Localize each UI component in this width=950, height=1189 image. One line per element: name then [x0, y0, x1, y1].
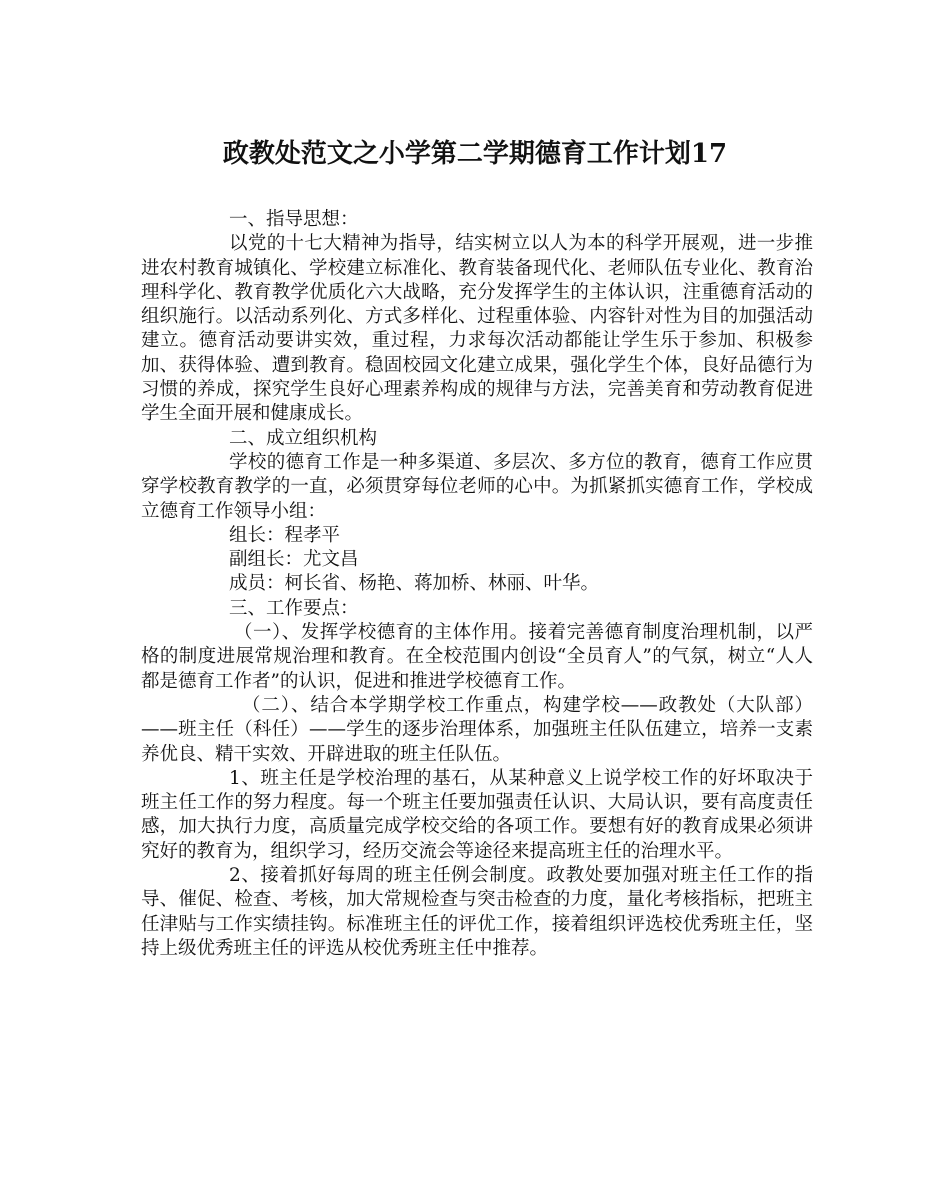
section-heading-work-points: 三、工作要点：: [229, 597, 359, 619]
section-heading-guiding-ideology: 一、指导思想：: [229, 209, 359, 230]
document-body: [141, 208, 813, 961]
section-heading-organization: 二、成立组织机构: [229, 427, 378, 449]
leader-line: 组长：程孝平: [229, 524, 341, 546]
document-title: 政教处范文之小学第二学期德育工作计划17: [222, 139, 728, 169]
members-line: 成员：柯长省、杨艳、蒋加桥、林丽、叶华。: [229, 573, 600, 595]
sub-point-2: 2、接着抓好每周的班主任例会制度。政教处要加强对班主任工作的指导、催促、检查、考核，加大常规检查与突击检查的力度，量化考核指标，把班主任津贴与工作实绩挂钩。标准班主任的评优工作，接着组织评选校优秀班主任，坚持上级优秀班主任的评选从校优秀班主任中推荐。: [141, 865, 813, 959]
paragraph-guiding-ideology: 以党的十七大精神为指导，结实树立以人为本的科学开展观，进一步推进农村教育城镇化、学校建立标准化、教育装备现代化、老师队伍专业化、教育治理科学化、教育教学优质化六大战略，充分发挥学生的主体认识，注重德育活动的组织施行。以活动系列化、方式多样化、过程重体验、内容针对性为目的加强活动建立。德育活动要讲实效，重过程，力求每次活动都能让学生乐于参加、积极参加、获得体验、遭到教育。稳固校园文化建立成果，强化学生个体，良好品德行为习惯的养成，探究学生良好心理素养构成的规律与方法，完善美育和劳动教育促进学生全面开展和健康成长。: [141, 233, 813, 425]
paragraph-organization: 学校的德育工作是一种多渠道、多层次、多方位的教育，德育工作应贯穿学校教育教学的一直，必须贯穿每位老师的心中。为抓紧抓实德育工作，学校成立德育工作领导小组：: [141, 451, 813, 522]
work-point-2: （二）、结合本学期学校工作重点，构建学校——政教处（大队部）——班主任（科任）——学生的逐步治理体系，加强班主任队伍建立，培养一支素养优良、精干实效、开辟进取的班主任队伍。: [141, 694, 813, 765]
work-point-1: （一）、发挥学校德育的主体作用。接着完善德育制度治理机制，以严格的制度进展常规治理和教育。在全校范围内创设“全员育人”的气氛，树立“人人都是德育工作者”的认识，促进和推进学校德育工作。: [141, 622, 813, 692]
sub-point-1: 1、班主任是学校治理的基石，从某种意义上说学校工作的好坏取决于班主任工作的努力程度。每一个班主任要加强责任认识、大局认识，要有高度责任感，加大执行力度，高质量完成学校交给的各项工作。要想有好的教育成果必须讲究好的教育为，组织学习，经历交流会等途径来提高班主任的治理水平。: [141, 767, 813, 862]
deputy-leader-line: 副组长：尤文昌: [229, 549, 359, 571]
